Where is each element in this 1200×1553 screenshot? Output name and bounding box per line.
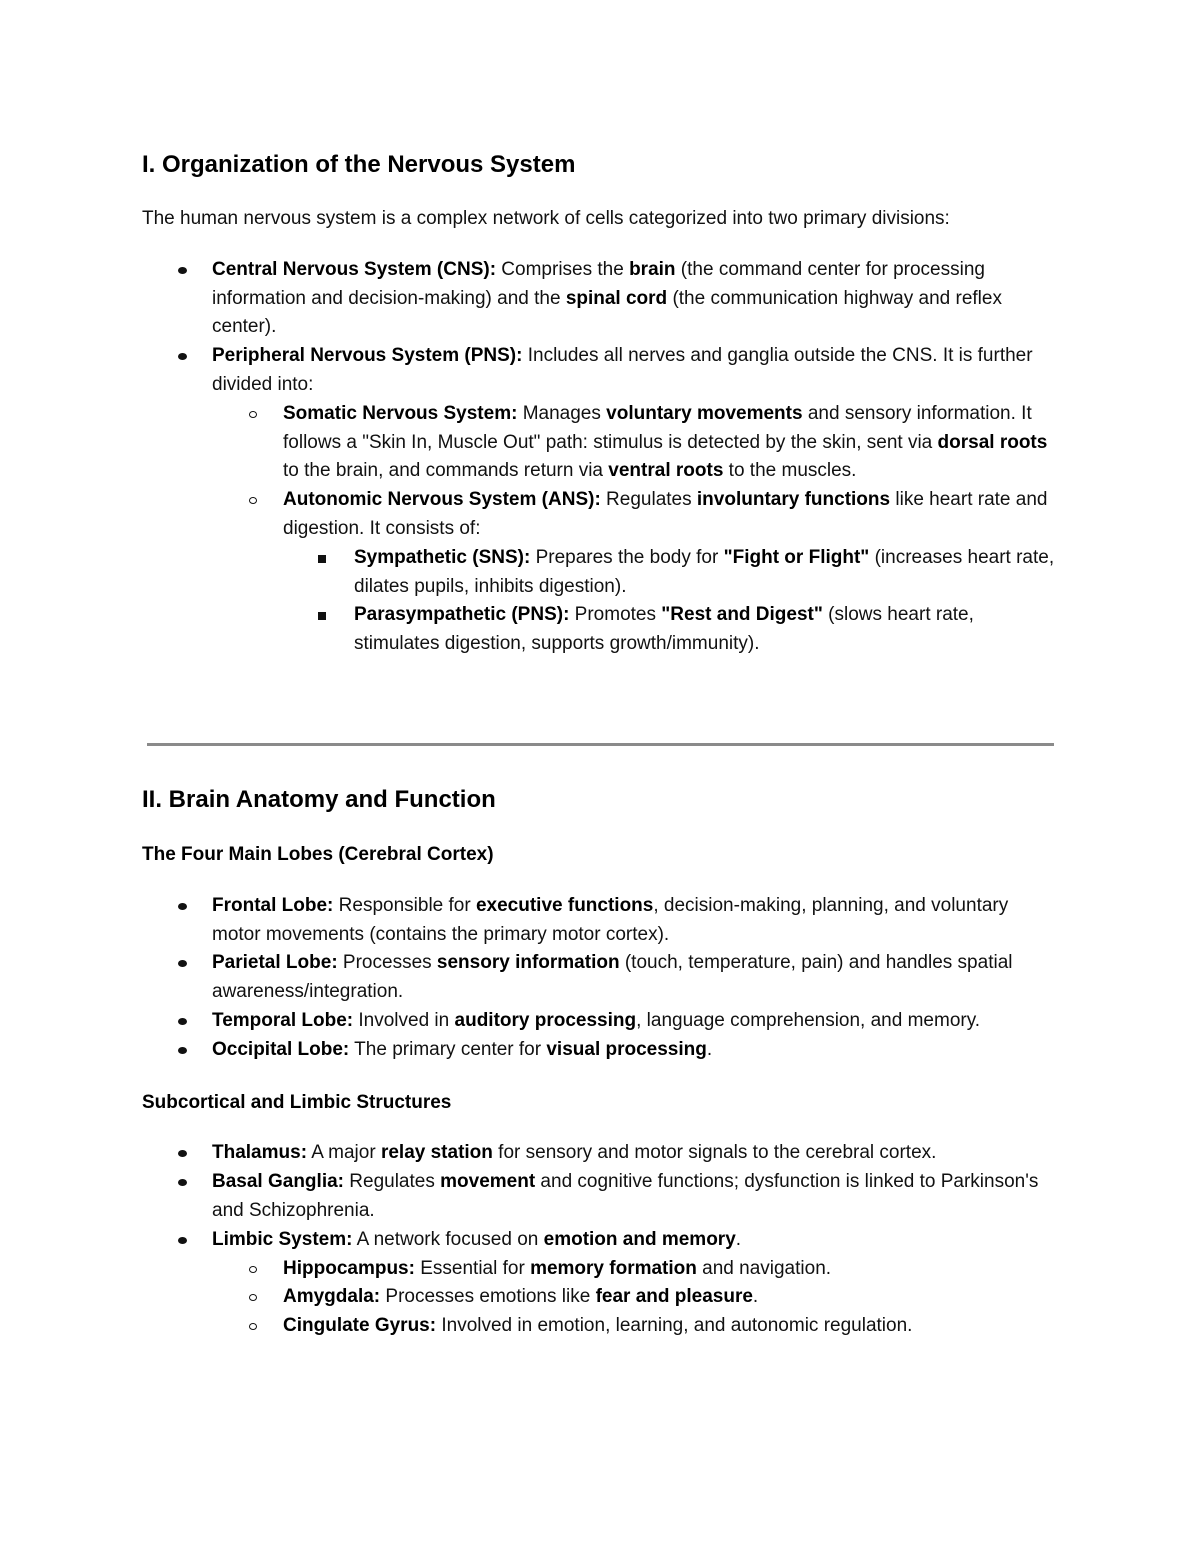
list-item-cns: Central Nervous System (CNS): Comprises the brain (the command center for processing information and decision-making) and the spinal cord (the communication highway and reflex center). bbox=[142, 256, 1062, 342]
bullet-icon bbox=[178, 903, 187, 910]
list-item-basal-ganglia: Basal Ganglia: Regulates movement and cognitive functions; dysfunction is linked to Parkinson's and Schizophrenia. bbox=[142, 1168, 1062, 1226]
list-item-temporal: Temporal Lobe: Involved in auditory processing, language comprehension, and memory. bbox=[142, 1007, 1062, 1036]
bullet-icon bbox=[178, 267, 187, 274]
list-item-limbic: Limbic System: A network focused on emotion and memory. Hippocampus: Essential for memory formation and navigation. Amygdala: Processes emotions like fear and pleasure. Cingulate Gyrus: Involved in emotion, learning, and autonomic regulation. bbox=[142, 1226, 1062, 1341]
list-item-parietal: Parietal Lobe: Processes sensory information (touch, temperature, pain) and handles spatial awareness/integration. bbox=[142, 949, 1062, 1007]
bullet-icon bbox=[178, 1179, 187, 1186]
circle-bullet-icon bbox=[249, 497, 257, 504]
square-bullet-icon bbox=[318, 612, 326, 620]
divisions-list bbox=[142, 256, 1062, 659]
bullet-icon bbox=[178, 960, 187, 967]
horizontal-divider bbox=[147, 743, 1054, 746]
square-bullet-icon bbox=[318, 555, 326, 563]
bullet-icon bbox=[178, 1237, 187, 1244]
section1-intro: The human nervous system is a complex network of cells categorized into two primary divisions: bbox=[142, 208, 950, 229]
list-item-cingulate: Cingulate Gyrus: Involved in emotion, learning, and autonomic regulation. bbox=[212, 1312, 1062, 1341]
bullet-icon bbox=[178, 1047, 187, 1054]
subcortical-heading: Subcortical and Limbic Structures bbox=[142, 1091, 452, 1113]
bullet-icon bbox=[178, 1018, 187, 1025]
limbic-structures-list bbox=[212, 1255, 1062, 1341]
subcortical-list bbox=[142, 1139, 1062, 1341]
bullet-icon bbox=[178, 353, 187, 360]
section2-heading: II. Brain Anatomy and Function bbox=[142, 786, 496, 813]
section-brain-anatomy bbox=[142, 785, 1062, 1341]
lobes-heading: The Four Main Lobes (Cerebral Cortex) bbox=[142, 844, 494, 865]
list-item-frontal: Frontal Lobe: Responsible for executive functions, decision-making, planning, and voluntary motor movements (contains the primary motor cortex). bbox=[142, 892, 1062, 950]
list-item-hippocampus: Hippocampus: Essential for memory formation and navigation. bbox=[212, 1255, 1062, 1284]
list-item-ans: Autonomic Nervous System (ANS): Regulates involuntary functions like heart rate and digestion. It consists of: Sympathetic (SNS): Prepares the body for "Fight or Flight" (increases heart rate, dilates pupils, inhibits digestion). Parasympathetic (PNS): Promotes "Rest and Digest" (slows heart rate, stimulates digestion, supports growth/immunity). bbox=[212, 486, 1062, 659]
circle-bullet-icon bbox=[249, 1266, 257, 1273]
list-item-amygdala: Amygdala: Processes emotions like fear and pleasure. bbox=[212, 1283, 1062, 1312]
section-organization bbox=[142, 150, 1062, 659]
list-item-thalamus: Thalamus: A major relay station for sensory and motor signals to the cerebral cortex. bbox=[142, 1139, 1062, 1168]
list-item-parasympathetic: Parasympathetic (PNS): Promotes "Rest and Digest" (slows heart rate, stimulates digestion, supports growth/immunity). bbox=[283, 601, 1062, 659]
pns-subdivisions-list bbox=[212, 400, 1062, 659]
list-item-sympathetic: Sympathetic (SNS): Prepares the body for "Fight or Flight" (increases heart rate, dilates pupils, inhibits digestion). bbox=[283, 544, 1062, 602]
section1-heading: I. Organization of the Nervous System bbox=[142, 151, 576, 178]
lobes-list bbox=[142, 892, 1062, 1065]
circle-bullet-icon bbox=[249, 1294, 257, 1301]
list-item-somatic: Somatic Nervous System: Manages voluntary movements and sensory information. It follows a "Skin In, Muscle Out" path: stimulus is detected by the skin, sent via dorsal roots to the brain, and commands return via ventral roots to the muscles. bbox=[212, 400, 1062, 486]
list-item-occipital: Occipital Lobe: The primary center for visual processing. bbox=[142, 1036, 1062, 1065]
list-item-pns: Peripheral Nervous System (PNS): Includes all nerves and ganglia outside the CNS. It is further divided into: Somatic Nervous System: Manages voluntary movements and sensory information. It follows a "Skin In, Muscle Out" path: stimulus is detected by the skin, sent via dorsal roots to the brain, and commands return via ventral roots to the muscles. Autonomic Nervous System (ANS): Regulates involuntary functions like heart rate and digestion. It consists of: Sympathetic (SNS): Prepares the body for "Fight or Flight" (increases heart rate, dilates pupils, inhibits digestion). Parasympathetic (PNS): Promotes "Rest and Digest" (slows heart rate, stimulates digestion, supports growth/immunity). bbox=[142, 342, 1062, 659]
ans-subdivisions-list bbox=[283, 544, 1062, 659]
circle-bullet-icon bbox=[249, 411, 257, 418]
bullet-icon bbox=[178, 1150, 187, 1157]
circle-bullet-icon bbox=[249, 1323, 257, 1330]
